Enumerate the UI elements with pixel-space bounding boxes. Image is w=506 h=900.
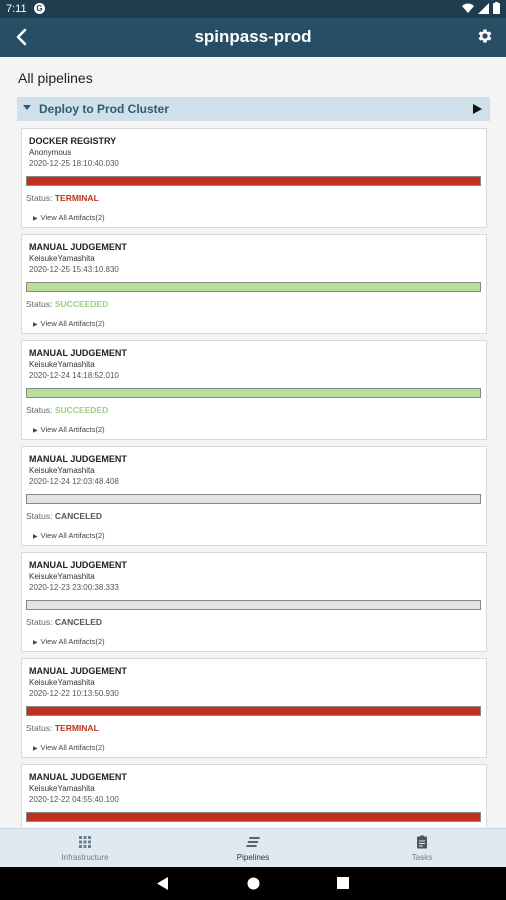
status-label: Status:	[26, 299, 53, 309]
timestamp: 2020-12-23 23:00:38.333	[29, 583, 119, 592]
gear-icon[interactable]	[476, 27, 494, 45]
execution-card[interactable]	[21, 234, 487, 334]
pipelines-icon	[245, 835, 261, 849]
view-artifacts-toggle[interactable]	[33, 637, 105, 646]
caret-right-icon: ▶	[33, 746, 38, 752]
user-name: KeisukeYamashita	[29, 466, 95, 475]
view-artifacts-label: View All Artifacts(2)	[40, 319, 105, 328]
view-artifacts-label: View All Artifacts(2)	[40, 425, 105, 434]
user-name: Anonymous	[29, 148, 72, 157]
battery-icon	[493, 2, 500, 14]
status-line	[26, 511, 102, 521]
caret-right-icon: ▶	[33, 428, 38, 434]
status-bar-indicator	[26, 494, 481, 504]
status-line	[26, 299, 108, 309]
nav-label-infrastructure: Infrastructure	[61, 853, 109, 862]
nav-item-pipelines[interactable]	[193, 829, 313, 868]
status-label: Status:	[26, 193, 53, 203]
user-name: KeisukeYamashita	[29, 254, 95, 263]
caret-right-icon: ▶	[33, 640, 38, 646]
pipeline-group-header[interactable]	[17, 97, 490, 121]
status-bar-indicator	[26, 282, 481, 292]
execution-card[interactable]	[21, 446, 487, 546]
view-artifacts-toggle[interactable]	[33, 425, 105, 434]
execution-card[interactable]	[21, 128, 487, 228]
stage-name: MANUAL JUDGEMENT	[29, 666, 127, 676]
timestamp: 2020-12-24 14:18:52.010	[29, 371, 119, 380]
timestamp: 2020-12-25 18:10:40.030	[29, 159, 119, 168]
view-artifacts-label: View All Artifacts(2)	[40, 213, 105, 222]
status-value: TERMINAL	[54, 723, 99, 733]
status-line	[26, 723, 99, 733]
timestamp: 2020-12-22 04:55:40.100	[29, 795, 119, 804]
google-icon: G	[34, 3, 45, 14]
status-line	[26, 617, 102, 627]
stage-name: MANUAL JUDGEMENT	[29, 348, 127, 358]
status-label: Status:	[26, 511, 53, 521]
status-bar-indicator	[26, 812, 481, 822]
status-bar-indicator	[26, 388, 481, 398]
clipboard-icon	[414, 835, 430, 849]
wifi-icon	[462, 3, 474, 14]
status-value: SUCCEEDED	[54, 405, 109, 415]
signal-icon	[478, 3, 489, 14]
status-bar-indicator	[26, 176, 481, 186]
caret-right-icon: ▶	[33, 216, 38, 222]
grid-icon	[77, 835, 93, 849]
timestamp: 2020-12-25 15:43:10.830	[29, 265, 119, 274]
user-name: KeisukeYamashita	[29, 784, 95, 793]
caret-right-icon: ▶	[33, 534, 38, 540]
status-label: Status:	[26, 723, 53, 733]
status-line	[26, 405, 108, 415]
view-artifacts-toggle[interactable]	[33, 213, 105, 222]
app-bar	[0, 18, 506, 57]
stage-name: MANUAL JUDGEMENT	[29, 772, 127, 782]
status-value: CANCELED	[54, 617, 103, 627]
user-name: KeisukeYamashita	[29, 360, 95, 369]
recents-icon[interactable]	[337, 877, 349, 889]
timestamp: 2020-12-22 10:13:50.930	[29, 689, 119, 698]
pipeline-group-label: Deploy to Prod Cluster	[39, 102, 170, 116]
view-artifacts-toggle[interactable]	[33, 319, 105, 328]
nav-item-tasks[interactable]	[362, 829, 482, 868]
view-artifacts-label: View All Artifacts(2)	[40, 531, 105, 540]
user-name: KeisukeYamashita	[29, 572, 95, 581]
nav-label-tasks: Tasks	[411, 853, 433, 862]
status-bar-indicator	[26, 600, 481, 610]
execution-card[interactable]	[21, 340, 487, 440]
execution-card[interactable]	[21, 764, 487, 827]
status-bar-indicator	[26, 706, 481, 716]
status-label: Status:	[26, 617, 53, 627]
page-title: spinpass-prod	[194, 27, 312, 46]
home-icon[interactable]	[247, 877, 260, 890]
system-nav-bar	[0, 867, 506, 900]
status-value: CANCELED	[54, 511, 103, 521]
view-artifacts-label: View All Artifacts(2)	[40, 637, 105, 646]
caret-down-icon	[23, 105, 31, 111]
status-value: TERMINAL	[54, 193, 99, 203]
view-artifacts-toggle[interactable]	[33, 743, 105, 752]
stage-name: MANUAL JUDGEMENT	[29, 242, 127, 252]
stage-name: MANUAL JUDGEMENT	[29, 454, 127, 464]
section-title: All pipelines	[18, 70, 93, 86]
stage-name: DOCKER REGISTRY	[29, 136, 117, 146]
bottom-nav	[0, 828, 506, 868]
execution-card[interactable]	[21, 552, 487, 652]
caret-right-icon: ▶	[33, 322, 38, 328]
play-icon[interactable]	[473, 104, 482, 114]
stage-name: MANUAL JUDGEMENT	[29, 560, 127, 570]
view-artifacts-label: View All Artifacts(2)	[40, 743, 105, 752]
execution-card[interactable]	[21, 658, 487, 758]
nav-label-pipelines: Pipelines	[236, 853, 270, 862]
status-label: Status:	[26, 405, 53, 415]
timestamp: 2020-12-24 12:03:48.408	[29, 477, 119, 486]
user-name: KeisukeYamashita	[29, 678, 95, 687]
status-line	[26, 193, 99, 203]
nav-item-infrastructure[interactable]	[25, 829, 145, 868]
status-value: SUCCEEDED	[54, 299, 109, 309]
status-bar	[0, 0, 506, 18]
system-icons	[462, 2, 500, 14]
view-artifacts-toggle[interactable]	[33, 531, 105, 540]
back-icon[interactable]	[157, 877, 169, 890]
status-time: 7:11	[6, 3, 27, 15]
